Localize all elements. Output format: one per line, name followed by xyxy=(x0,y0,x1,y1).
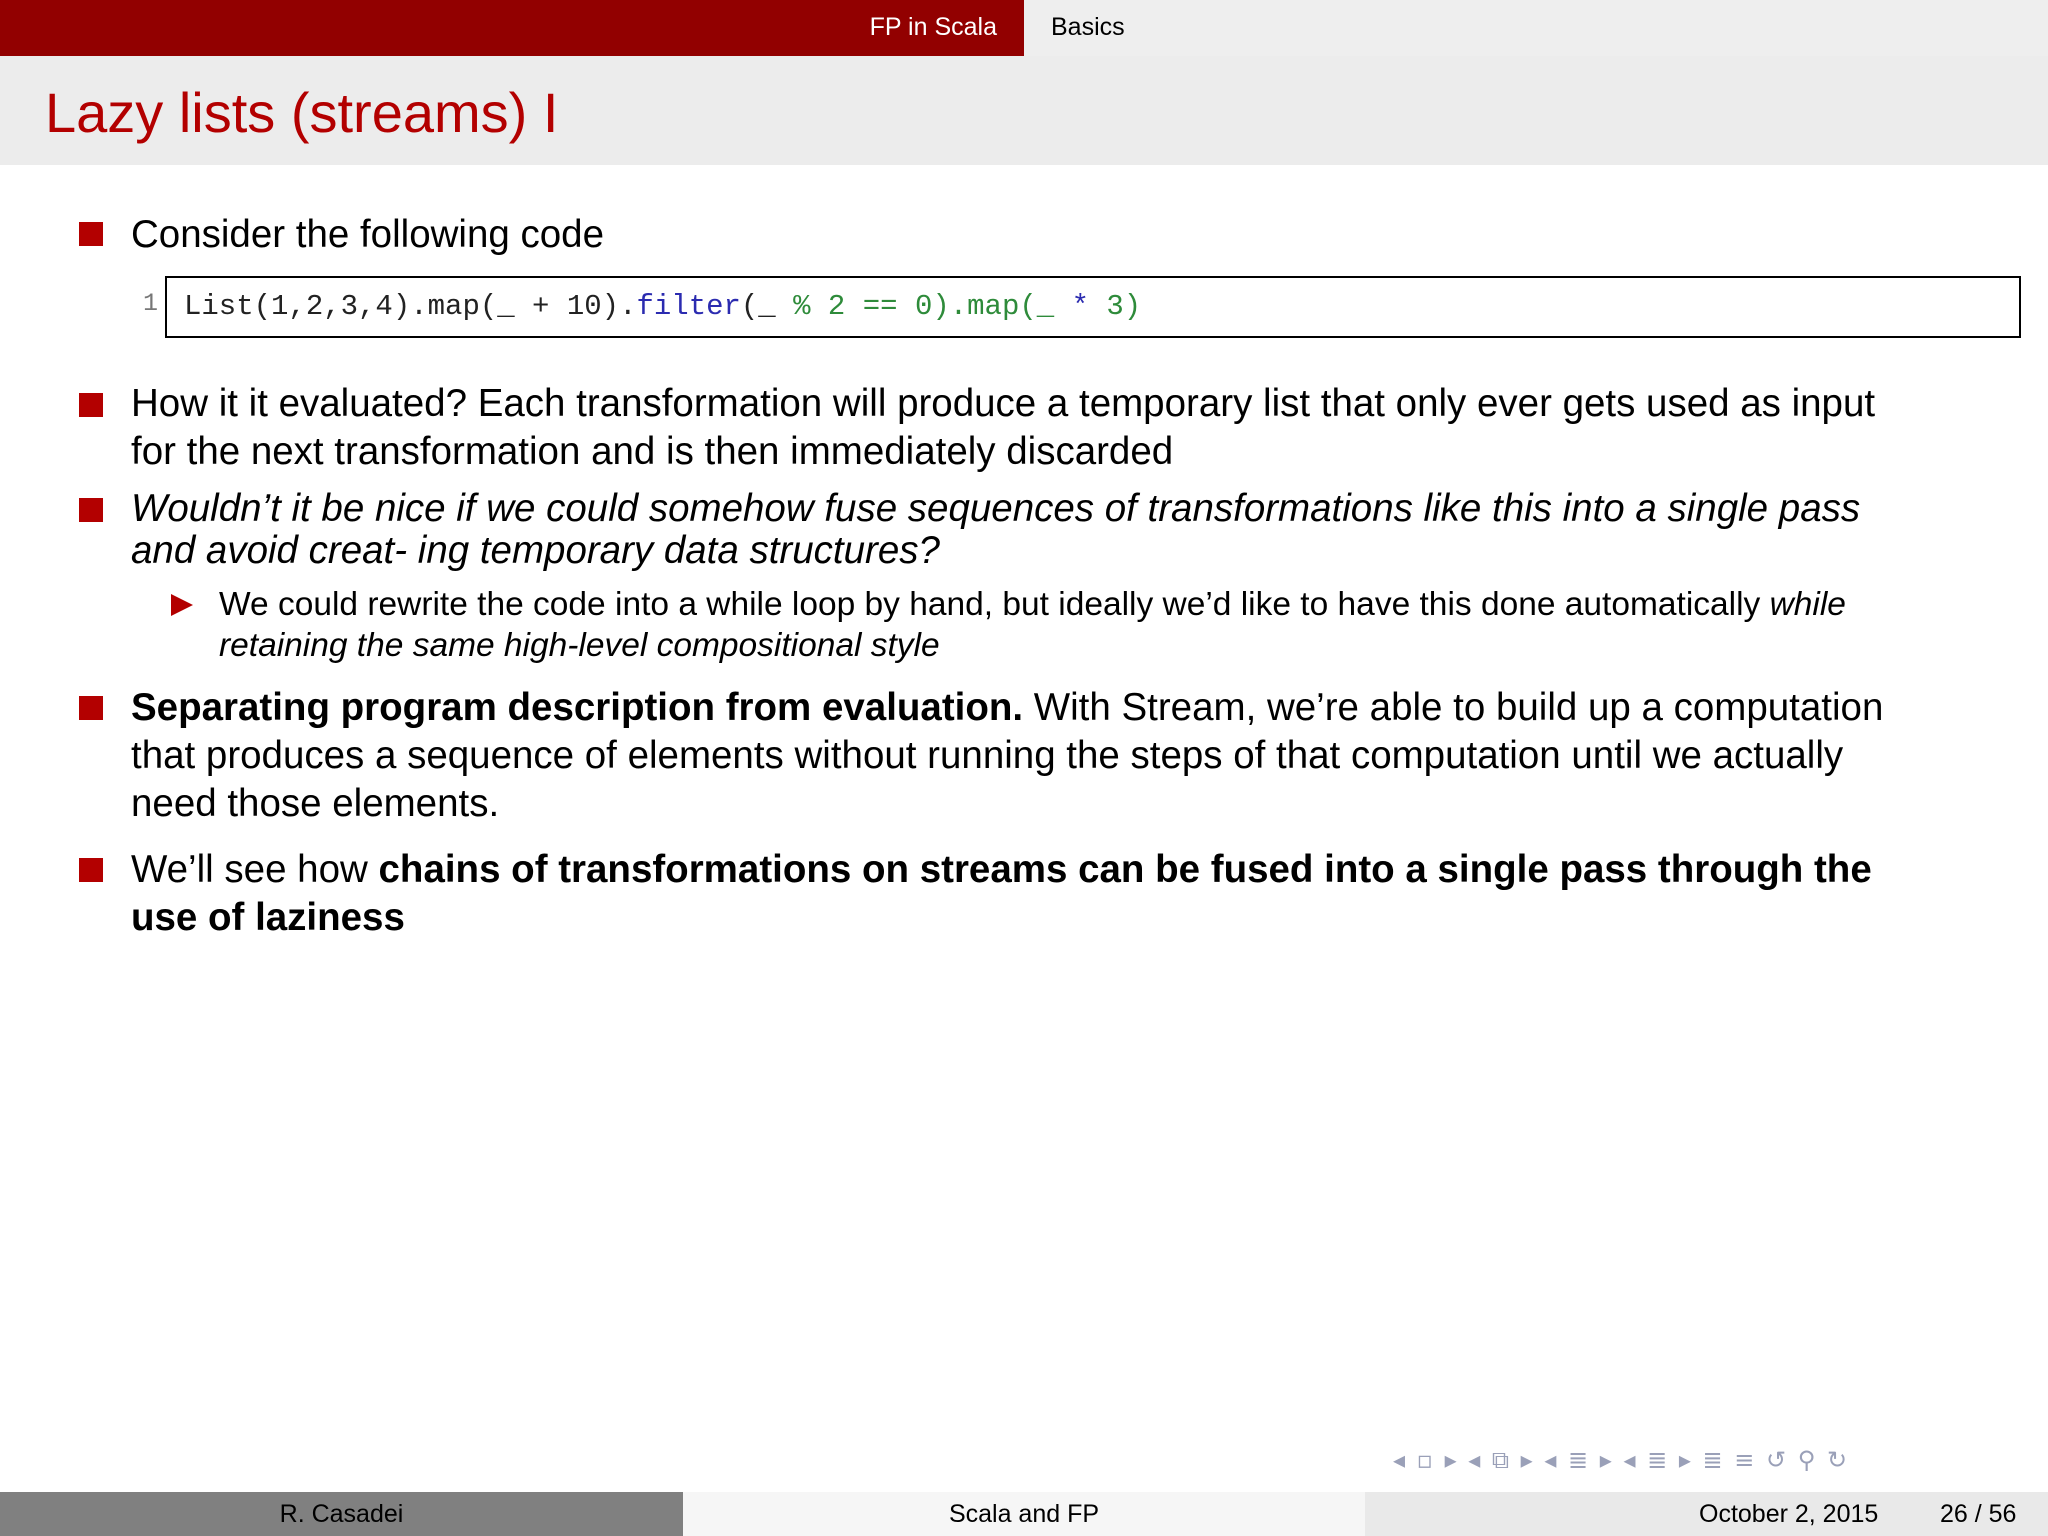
code-segment: List(1,2,3,4).map(_ + 10). xyxy=(184,290,637,323)
slide-title: Lazy lists (streams) I xyxy=(45,81,559,144)
item-line: Wouldn’t it be nice if we could somehow fuse sequences of transformations like this into a single pass xyxy=(131,487,1861,530)
code-segment-green: 3) xyxy=(1088,290,1142,323)
item-plain: We’ll see how xyxy=(131,848,379,891)
footer-title: Scala and FP xyxy=(948,1500,1100,1528)
subitem-line xyxy=(219,584,1999,625)
header-bar xyxy=(0,0,2048,56)
section-nav-current[interactable] xyxy=(0,0,1024,56)
code-line-number: 1 xyxy=(143,289,159,318)
item-evaluation xyxy=(131,380,2011,476)
subitem-italic: retaining the same high-level compositional style xyxy=(219,627,940,664)
code-listing xyxy=(165,276,2021,338)
item-laziness xyxy=(131,846,2011,942)
footer-author-box xyxy=(0,1492,683,1536)
footer-date-box xyxy=(1365,1492,2048,1536)
footer-author: R. Casadei xyxy=(279,1500,404,1528)
item-plain: With Stream, we’re able to build up a computation xyxy=(1023,686,1884,729)
frame-title-bar xyxy=(0,56,2048,165)
subsection-label: Basics xyxy=(1051,13,1125,41)
code-keyword: filter xyxy=(636,290,741,323)
item-line: for the next transformation and is then immediately discarded xyxy=(131,430,1174,473)
code-segment-green: % 2 == 0).map(_ xyxy=(793,290,1072,323)
footer-page-number: 26 / 56 xyxy=(1940,1500,2017,1528)
item-bold: chains of transformations on streams can be fused into a single pass through the xyxy=(378,848,1872,891)
subitem-italic: while xyxy=(1769,586,1846,623)
item-line xyxy=(131,846,2011,894)
beamer-navigation-icons[interactable]: ◂ ▫ ▸ ◂ ⧉ ▸ ◂ ≣ ▸ ◂ ≣ ▸ ≣ ≡ ↺ ⚲ ↻ xyxy=(1393,1446,1850,1474)
footer-date: October 2, 2015 xyxy=(1699,1500,1879,1528)
subsection-nav[interactable] xyxy=(1024,0,2048,56)
bullet-icon xyxy=(79,222,103,246)
subitem-text: We could rewrite the code into a while loop by hand, but ideally we’d like to have this done automatically xyxy=(219,586,1770,623)
item-bold: Separating program description from evaluation. xyxy=(131,686,1024,729)
bullet-icon xyxy=(79,498,103,522)
item-fuse-question xyxy=(131,488,2011,572)
subitem-line xyxy=(219,625,1999,666)
item-line: that produces a sequence of elements without running the steps of that computation until we actually xyxy=(131,734,1844,777)
footer-title-box xyxy=(683,1492,1365,1536)
section-label: FP in Scala xyxy=(869,13,997,41)
code-segment: (_ xyxy=(740,290,794,323)
subitem-while-loop xyxy=(219,584,1999,666)
bullet-icon xyxy=(79,696,103,720)
code-line xyxy=(184,290,1141,323)
arrow-bullet-icon xyxy=(171,594,193,616)
item-line: and avoid creat- ing temporary data structures? xyxy=(131,529,940,572)
item-consider-code: Consider the following code xyxy=(131,213,604,256)
bullet-icon xyxy=(79,393,103,417)
item-line: How it it evaluated? Each transformation will produce a temporary list that only ever gets used as input xyxy=(131,382,1876,425)
item-line xyxy=(131,684,2011,732)
item-bold: use of laziness xyxy=(131,896,405,939)
bullet-icon xyxy=(79,858,103,882)
item-line: need those elements. xyxy=(131,782,500,825)
item-line xyxy=(131,894,2011,942)
item-separating xyxy=(131,684,2011,828)
code-operator: * xyxy=(1071,290,1089,323)
footer-bar xyxy=(0,1492,2048,1536)
